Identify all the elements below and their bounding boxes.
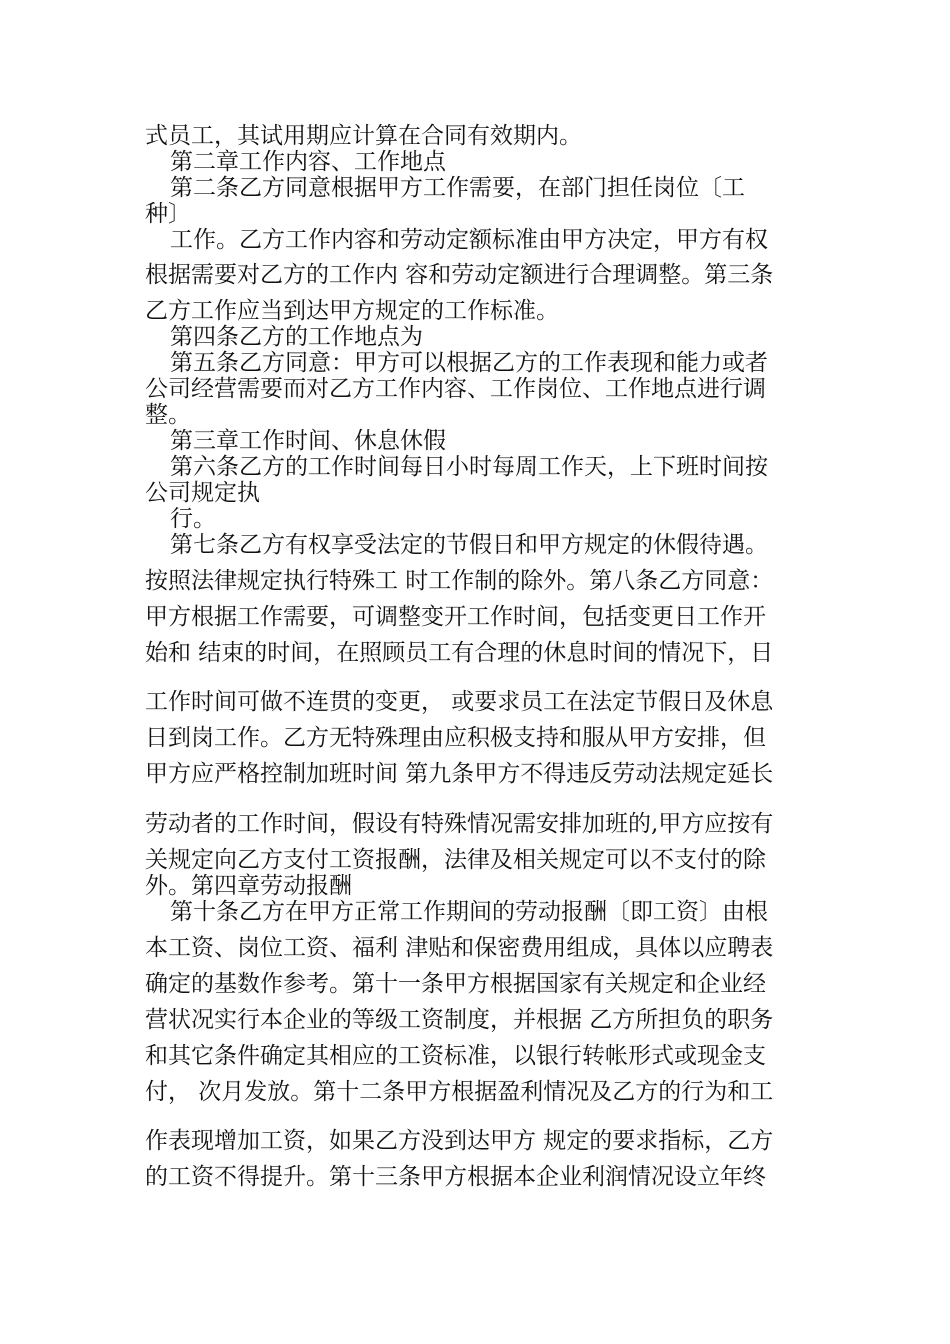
text-line: 种〕 [145, 201, 191, 227]
text-line: 始和 结束的时间，在照顾员工有合理的休息时间的情况下，日 [145, 640, 774, 666]
chapter-heading: 第三章工作时间、休息休假 [170, 428, 446, 454]
text-line: 第七条乙方有权享受法定的节假日和甲方规定的休假待遇。 [170, 532, 768, 558]
text-line: 公司经营需要而对乙方工作内容、工作岗位、工作地点进行调 [145, 376, 766, 402]
text-line: 劳动者的工作时间，假设有特殊情况需安排加班的,甲方应按有 [145, 811, 774, 837]
text-line: 付， 次月发放。第十二条甲方根据盈利情况及乙方的行为和工 [145, 1079, 774, 1105]
text-line: 关规定向乙方支付工资报酬，法律及相关规定可以不支付的除 [145, 847, 766, 873]
text-line: 式员工，其试用期应计算在合同有效期内。 [145, 123, 582, 149]
text-line: 甲方应严格控制加班时间 第九条甲方不得违反劳动法规定延长 [145, 761, 774, 787]
text-line: 第十条乙方在甲方正常工作期间的劳动报酬〔即工资〕由根 [170, 899, 768, 925]
text-line: 乙方工作应当到达甲方规定的工作标准。 [145, 298, 559, 324]
text-line: 工作时间可做不连贯的变更， 或要求员工在法定节假日及休息 [145, 689, 774, 715]
text-line: 营状况实行本企业的等级工资制度，并根据 乙方所担负的职务 [145, 1007, 774, 1033]
chapter-heading: 第二章工作内容、工作地点 [170, 149, 446, 175]
text-line: 整。 [145, 402, 191, 428]
text-line: 第六条乙方的工作时间每日小时每周工作天，上下班时间按 [170, 454, 768, 480]
text-line: 第四条乙方的工作地点为 [170, 324, 423, 350]
text-line: 公司规定执 [145, 480, 260, 506]
text-line: 确定的基数作参考。第十一条甲方根据国家有关规定和企业经 [145, 971, 766, 997]
text-line: 的工资不得提升。第十三条甲方根据本企业利润情况设立年终 [145, 1164, 766, 1190]
text-line: 本工资、岗位工资、福利 津贴和保密费用组成，具体以应聘表 [145, 935, 774, 961]
text-line: 行。 [170, 506, 216, 532]
text-line: 第五条乙方同意：甲方可以根据乙方的工作表现和能力或者 [170, 350, 768, 376]
text-line: 工作。乙方工作内容和劳动定额标准由甲方决定，甲方有权 [170, 227, 768, 253]
text-line: 根据需要对乙方的工作内 容和劳动定额进行合理调整。第三条 [145, 262, 774, 288]
text-line: 日到岗工作。乙方无特殊理由应积极支持和服从甲方安排，但 [145, 725, 766, 751]
text-line: 和其它条件确定其相应的工资标准，以银行转帐形式或现金支 [145, 1043, 766, 1069]
text-line: 按照法律规定执行特殊工 时工作制的除外。第八条乙方同意： [145, 568, 774, 594]
text-line: 第二条乙方同意根据甲方工作需要，在部门担任岗位〔工 [170, 175, 745, 201]
text-line: 外。第四章劳动报酬 [145, 873, 352, 899]
text-line: 作表现增加工资，如果乙方没到达甲方 规定的要求指标，乙方 [145, 1128, 774, 1154]
text-line: 甲方根据工作需要，可调整变开工作时间，包括变更日工作开 [145, 604, 766, 630]
